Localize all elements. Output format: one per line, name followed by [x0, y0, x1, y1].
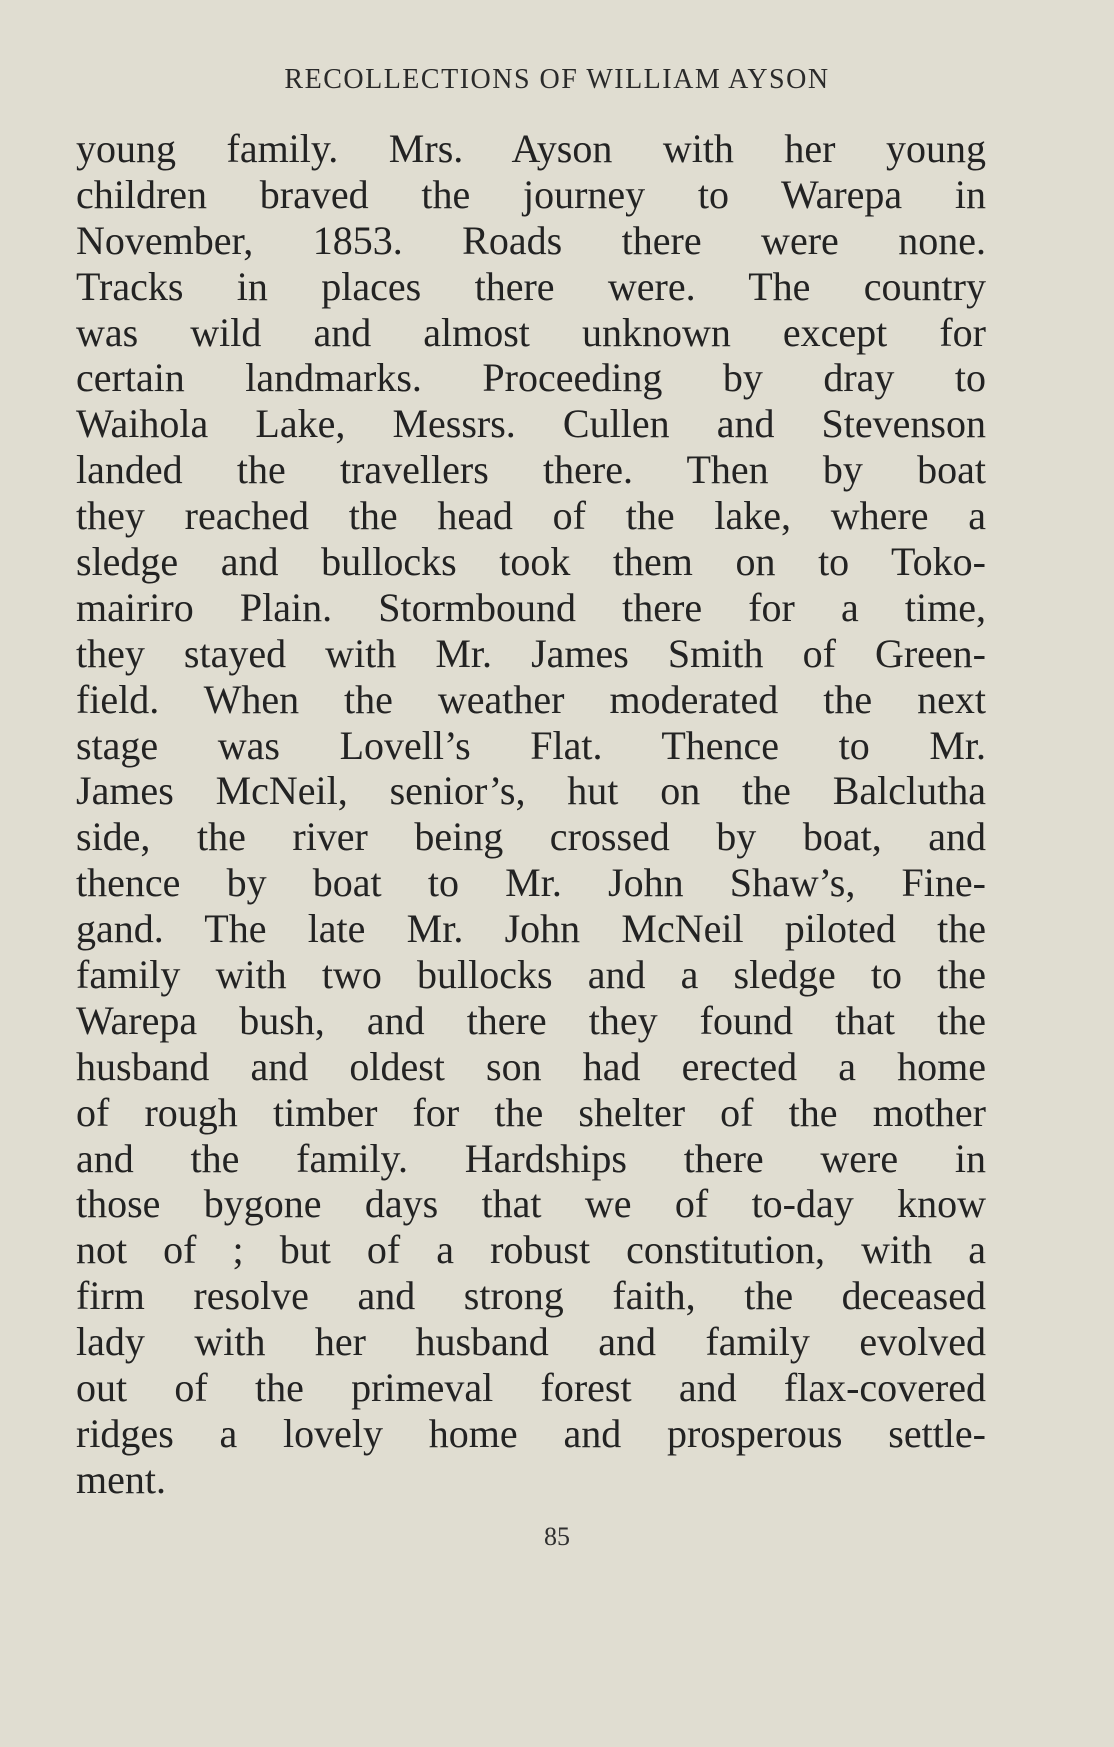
text-line: of rough timber for the shelter of the mother [76, 1089, 986, 1135]
text-line: gand. The late Mr. John McNeil piloted the [76, 906, 986, 952]
text-line: certain landmarks. Proceeding by dray to [76, 355, 986, 401]
text-line: out of the primeval forest and flax-covered [76, 1365, 986, 1411]
text-line: those bygone days that we of to-day know [76, 1181, 986, 1227]
text-line-last: ment. [76, 1456, 166, 1502]
text-line: November, 1853. Roads there were none. [76, 217, 986, 263]
text-line: Waihola Lake, Messrs. Cullen and Stevenson [76, 401, 986, 447]
text-line: they reached the head of the lake, where a [76, 493, 986, 539]
text-line: and the family. Hardships there were in [76, 1135, 986, 1181]
text-line: Warepa bush, and there they found that the [76, 997, 986, 1043]
text-line: family with two bullocks and a sledge to the [76, 952, 986, 998]
text-line: field. When the weather moderated the next [76, 676, 986, 722]
text-line: was wild and almost unknown except for [76, 309, 986, 355]
text-line: firm resolve and strong faith, the deceased [76, 1273, 986, 1319]
text-line: stage was Lovell’s Flat. Thence to Mr. [76, 722, 986, 768]
text-line: ridges a lovely home and prosperous settle- [76, 1410, 986, 1456]
body-paragraph [76, 126, 986, 1503]
text-line: they stayed with Mr. James Smith of Green- [76, 630, 986, 676]
text-line: children braved the journey to Warepa in [76, 171, 986, 217]
text-line: sledge and bullocks took them on to Toko- [76, 539, 986, 585]
page-number: 85 [544, 1522, 570, 1551]
running-head: RECOLLECTIONS OF WILLIAM AYSON [284, 64, 830, 95]
text-line: husband and oldest son had erected a home [76, 1043, 986, 1089]
text-line: side, the river being crossed by boat, and [76, 814, 986, 860]
text-line: not of ; but of a robust constitution, with a [76, 1227, 986, 1273]
text-line: lady with her husband and family evolved [76, 1319, 986, 1365]
text-line: mairiro Plain. Stormbound there for a time, [76, 584, 986, 630]
text-line: landed the travellers there. Then by boat [76, 447, 986, 493]
text-line: James McNeil, senior’s, hut on the Balclutha [76, 768, 986, 814]
text-line: young family. Mrs. Ayson with her young [76, 126, 986, 171]
text-line: Tracks in places there were. The country [76, 263, 986, 309]
text-line: thence by boat to Mr. John Shaw’s, Fine- [76, 860, 986, 906]
